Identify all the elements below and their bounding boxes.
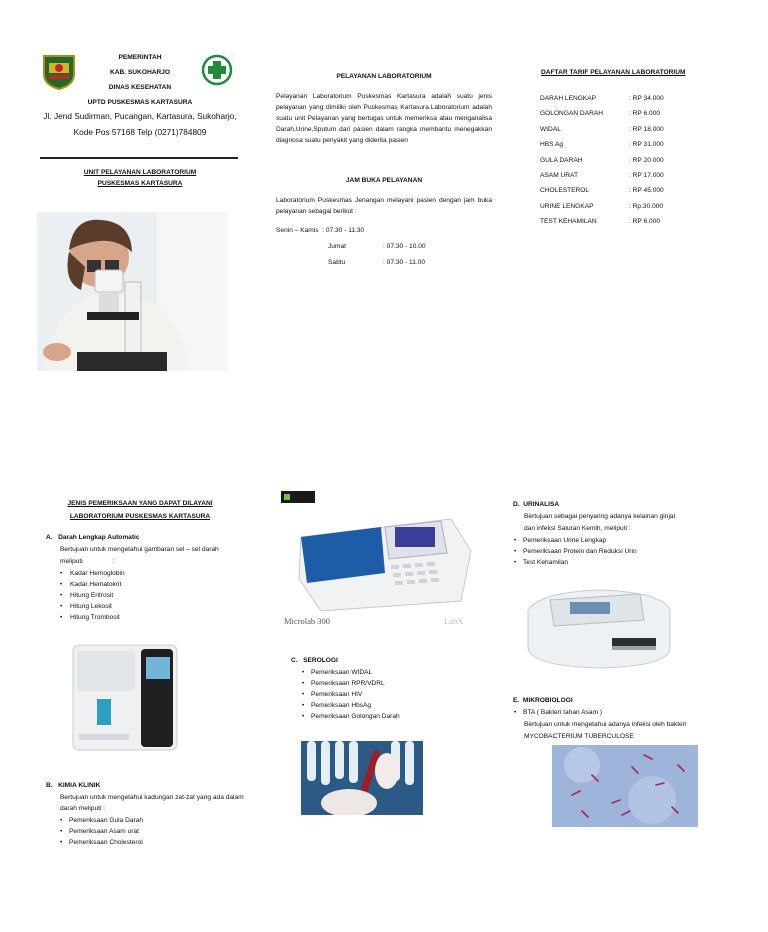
- pelayanan-title: PELAYANAN LABORATORIUM: [336, 73, 432, 80]
- list-item: • Hitung Eritrosit: [48, 590, 125, 601]
- schedule-time: : 07.30 - 11.30: [322, 227, 365, 234]
- sec-c-list: [302, 667, 400, 722]
- tarif-price: : RP 6.000: [629, 110, 661, 118]
- sec-d-list: [514, 535, 637, 568]
- schedule-day: Sabtu: [328, 259, 346, 266]
- schedule-row: [276, 225, 364, 236]
- tarif-name: CHOLESTEROL: [540, 187, 590, 195]
- schedule-time: : 07.30 - 11.00: [383, 259, 426, 266]
- schedule-day: Senin – Kamis: [276, 227, 319, 234]
- tarif-row: [540, 170, 710, 185]
- tarif-row: [540, 124, 710, 139]
- sec-d-heading: D. URINALISA: [513, 501, 560, 508]
- schedule-row: [328, 241, 426, 252]
- tarif-row: [540, 201, 710, 216]
- list-item: • Pemeriksaan Gula Darah: [60, 815, 143, 826]
- tarif-price: : RP 34.000: [629, 95, 664, 102]
- schedule-row: [328, 257, 425, 268]
- sec-b-desc: Bertujuan untuk mengetahui kadungan zat-zat yang ada dalam darah meliputi :: [60, 794, 244, 812]
- tarif-name: WIDAL: [540, 125, 561, 133]
- schedule-time: : 07.30 - 10.00: [383, 243, 426, 250]
- tarif-row: [540, 139, 710, 154]
- address-line-1: Jl. Jend Sudirman, Pucangan, Kartasura, Sukoharjo,: [43, 111, 237, 121]
- address-line-2: Kode Pos 57168 Telp (0271)784809: [73, 127, 207, 137]
- list-item: • Hitung Trombosit: [48, 612, 125, 623]
- tarif-name: HBS Ag: [540, 141, 564, 149]
- unit-title-line-1: UNIT PELAYANAN LABORATORIUM: [83, 169, 197, 176]
- jam-body: Laboratorium Puskesmas Jenangan melayani pasien dengan jam buka pelayanan sebagai berikut :: [276, 197, 492, 215]
- list-item: • Pemeriksaan RPR/VDRL: [302, 678, 400, 689]
- sec-d-desc-1: Bertujuan sebagai penyaring adanya kelainan ginjal: [524, 513, 676, 520]
- pelayanan-body: Pelayanan Laboratorium Puskesmas Kartasura adalah suatu jenis pelayanan yang dimiliki oleh Puskesmas Kartasura.Laboratorium adalah suatu unit Pelayanan yang bertugas untuk memeriksa atau menganalisa Darah,Urine,Sputum dari pasien dalam rangka membantu menegakkan diagnosa suatu penyakit yang diderita pasien: [276, 93, 492, 144]
- tarif-name: URINE LENGKAP: [540, 202, 594, 210]
- scientist-microscope-photo: [37, 212, 228, 371]
- microlab-analyzer-image: [281, 491, 485, 631]
- tarif-price: : RP 17.000: [629, 171, 664, 179]
- sec-e-heading: E. MIKROBIOLOGI: [513, 697, 573, 704]
- list-item: • Pemeriksaan HbsAg: [302, 700, 400, 711]
- sec-d-desc-2: dan infeksi Saluran Kemih, meliputi :: [524, 525, 631, 532]
- list-item: • Pemeriksaan WIDAL: [302, 667, 400, 678]
- tarif-row: [540, 185, 710, 200]
- hematology-analyzer-image: [71, 641, 181, 754]
- microlab-brand-label: Microlab 300: [284, 616, 331, 626]
- tarif-price: : RP 6.000: [629, 218, 661, 226]
- list-item: • Hitung Lekosit: [48, 601, 125, 612]
- header-line-3: DINAS KESEHATAN: [108, 84, 172, 91]
- sec-a-heading: A. Darah Lengkap Automatic: [46, 534, 140, 541]
- unit-title-line-2: PUSKESMAS KARTASURA: [97, 180, 183, 187]
- tarif-row: [540, 155, 710, 170]
- tarif-price: : RP 45.000: [629, 187, 664, 195]
- tarif-price: : RP 31.000: [629, 141, 664, 149]
- tarif-name: GOLONGAN DARAH: [540, 110, 604, 118]
- tarif-name: ASAM URAT: [540, 171, 578, 179]
- sec-b-heading: B. KIMIA KLINIK: [46, 782, 101, 789]
- tarif-row: [540, 93, 710, 108]
- urine-analyzer-image: [520, 580, 680, 672]
- jenis-title-line-1: JENIS PEMERIKSAAN YANG DAPAT DILAYANI: [67, 500, 213, 507]
- tarif-price: : Rp.30.000: [629, 202, 664, 210]
- list-item: • Kadar Hematokrit: [48, 579, 125, 590]
- list-item: • Kadar Hemoglobin: [48, 568, 125, 579]
- tarif-name: DARAH LENGKAP: [540, 95, 597, 102]
- tarif-name: TEST KEHAMILAN: [540, 218, 597, 226]
- tarif-table: [540, 93, 710, 232]
- sec-a-desc-1: Bertujuan untuk mengetahui gambaran sel – sel darah: [60, 546, 219, 553]
- sec-c-heading: C. SEROLOGI: [291, 657, 338, 664]
- header-line-2: KAB. SUKOHARJO: [109, 69, 171, 76]
- sec-e-desc-1: Bertujuan untuk mengetahui adanya infeksi oleh bakteri: [524, 721, 687, 728]
- tarif-price: : RP 18.000: [629, 125, 664, 133]
- list-item: • Pemeriksaan Asam urat: [60, 826, 143, 837]
- jam-title: JAM BUKA PELAYANAN: [345, 177, 423, 184]
- list-item: • Pemeriksaan Cholesterol: [60, 837, 143, 848]
- tarif-name: GULA DARAH: [540, 156, 583, 164]
- health-cross-icon: [201, 54, 233, 86]
- jenis-title-line-2: LABORATORIUM PUSKESMAS KARTASURA: [69, 513, 211, 520]
- tarif-title: DAFTAR TARIF PELAYANAN LABORATORIUM: [541, 69, 686, 76]
- sec-a-list: [48, 568, 125, 623]
- sec-b-list: [60, 815, 143, 848]
- tarif-row: [540, 216, 710, 231]
- list-item: • Pemeriksaan Golongan Darah: [302, 711, 400, 722]
- labx-watermark: LabX: [444, 616, 464, 626]
- list-item: • Test Kehamilan: [514, 557, 637, 568]
- list-item: • Pemeriksaan Urine Lengkap: [514, 535, 637, 546]
- sec-e-list: [514, 707, 602, 718]
- blood-tubes-photo: [301, 741, 423, 815]
- tarif-row: [540, 108, 710, 123]
- sec-e-desc-2: MYCOBACTERIUM TUBERCULOSE: [524, 733, 634, 740]
- list-item: • Pemeriksaan HIV: [302, 689, 400, 700]
- regency-logo: [42, 54, 76, 90]
- header-divider: [40, 157, 238, 159]
- list-item: • Pemeriksaan Protein dan Reduksi Urin: [514, 546, 637, 557]
- tb-bacteria-microscopy-image: [552, 745, 698, 827]
- header-line-1: PEMERINTAH: [118, 54, 162, 61]
- tarif-price: : RP 20.000: [629, 156, 664, 164]
- sec-a-desc-2: meliputi :: [60, 558, 115, 565]
- header-line-4: UPTD PUSKESMAS KARTASURA: [87, 99, 193, 106]
- schedule-day: Jumat: [328, 243, 346, 250]
- list-item: • BTA ( Bakteri tahan Asam ): [514, 707, 602, 718]
